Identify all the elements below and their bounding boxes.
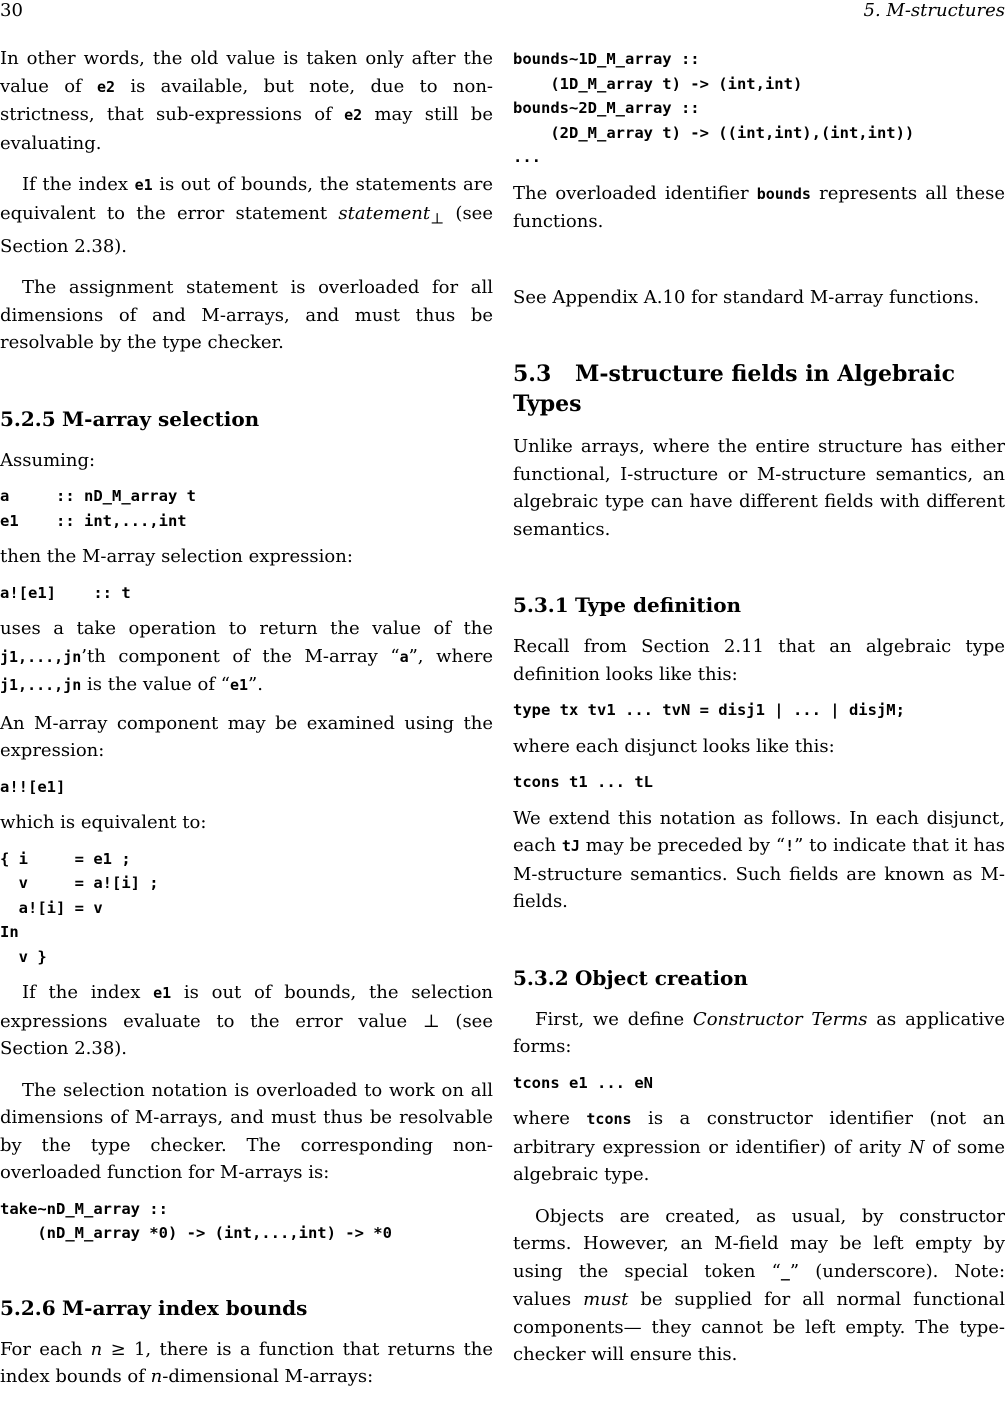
section-heading-5-3-2: 5.3.2 Object creation <box>513 965 748 990</box>
paragraph-examined: An M-array component may be examined using the expression: <box>0 712 493 762</box>
section-heading-5-2-5: 5.2.5 M-array selection <box>0 406 260 431</box>
paragraph-objects-created: Objects are created, as usual, by constructor terms. However, an M-field may be left empty by using the special token “_” (underscore). Note: values must be supplied for all normal functional components— they cannot be left empty. The type-checker will ensure this. <box>513 1205 1006 1365</box>
section-heading-5-2-6: 5.2.6 M-array index bounds <box>0 1295 308 1320</box>
code-constructor-term: tcons e1 ... eN <box>513 1073 653 1092</box>
page-number: 30 <box>0 0 23 21</box>
paragraph-take-operation: uses a take operation to return the value of the j1,...,jn’th component of the M-array “a”, where j1,...,jn is the value of “e1”. <box>0 618 493 696</box>
code-take-function: take~nD_M_array :: (nD_M_array *0) -> (int,...,int) -> *0 <box>0 1199 392 1243</box>
left-column <box>0 45 493 1391</box>
section-heading-5-3: 5.3 M-structure fields in Algebraic Types <box>513 361 955 417</box>
right-column <box>513 45 1005 1369</box>
paragraph-assuming: Assuming: <box>0 449 96 471</box>
paragraph-unlike-arrays: Unlike arrays, where the entire structure has either functional, I-structure or M-structure semantics, an algebraic type can have different fields with different semantics. <box>513 436 1005 540</box>
paragraph-assignment-overloaded: The assignment statement is overloaded for all dimensions of and M-arrays, and must thus be resolvable by the type checker. <box>0 277 493 354</box>
code-examine: a!![e1] <box>0 777 66 796</box>
paragraph-out-of-bounds-statement: If the index e1 is out of bounds, the statements are equivalent to the error statement statement$_\perp$ (see Section 2.38). <box>0 174 493 257</box>
code-selection: a![e1] :: t <box>0 583 131 602</box>
section-heading-5-3-1: 5.3.1 Type definition <box>513 593 742 617</box>
paragraph-disjunct: where each disjunct looks like this: <box>513 735 835 757</box>
running-header-chapter: 5. M-structures <box>863 0 1005 21</box>
code-assuming: a :: nD_M_array t e1 :: int,...,int <box>0 487 196 530</box>
paragraph-appendix: See Appendix A.10 for standard M-array functions. <box>513 286 980 308</box>
code-disjunct: tcons t1 ... tL <box>513 773 653 791</box>
paragraph-equivalent: which is equivalent to: <box>0 812 207 834</box>
paragraph-recall: Recall from Section 2.11 that an algebraic type definition looks like this: <box>513 636 1005 685</box>
paragraph-index-bounds: For each n ≥ 1, there is a function that returns the index bounds of n-dimensional M-arrays: <box>0 1338 493 1388</box>
paragraph-overloaded-bounds: The overloaded identifier bounds represents all these functions. <box>513 182 1005 232</box>
paragraph-extend-notation: We extend this notation as follows. In each disjunct, each tJ may be preceded by “!” to indicate that it has M-structure semantics. Such fields are known as M-fields. <box>513 807 1005 912</box>
code-type-definition: type tx tv1 ... tvN = disj1 | ... | disjM; <box>513 701 905 719</box>
paragraph-selection-out-of-bounds: If the index e1 is out of bounds, the selection expressions evaluate to the error value ⊥ (see Section 2.38). <box>0 982 493 1060</box>
paragraph-selection-overloaded: The selection notation is overloaded to work on all dimensions of M-arrays, and must thus be resolvable by the type checker. The corresponding non-overloaded function for M-arrays is: <box>0 1079 493 1184</box>
paragraph-old-value: In other words, the old value is taken only after the value of e2 is available, but note, due to non-strictness, that sub-expressions of e2 may still be evaluating. <box>0 48 493 154</box>
paragraph-constructor-terms: First, we define Constructor Terms as applicative forms: <box>513 1008 1005 1057</box>
code-bounds-functions: bounds~1D_M_array :: (1D_M_array t) -> (int,int) bounds~2D_M_array :: (2D_M_array t) -> ((int,int),(int,int)) ... <box>513 50 915 166</box>
paragraph-selection-expression: then the M-array selection expression: <box>0 546 353 568</box>
paragraph-tcons-definition: where tcons is a constructor identifier (not an arbitrary expression or identifier) of arity N of some algebraic type. <box>513 1108 1005 1185</box>
code-equivalent-block: { i = e1 ; v = a![i] ; a![i] = v In v } <box>0 849 159 966</box>
